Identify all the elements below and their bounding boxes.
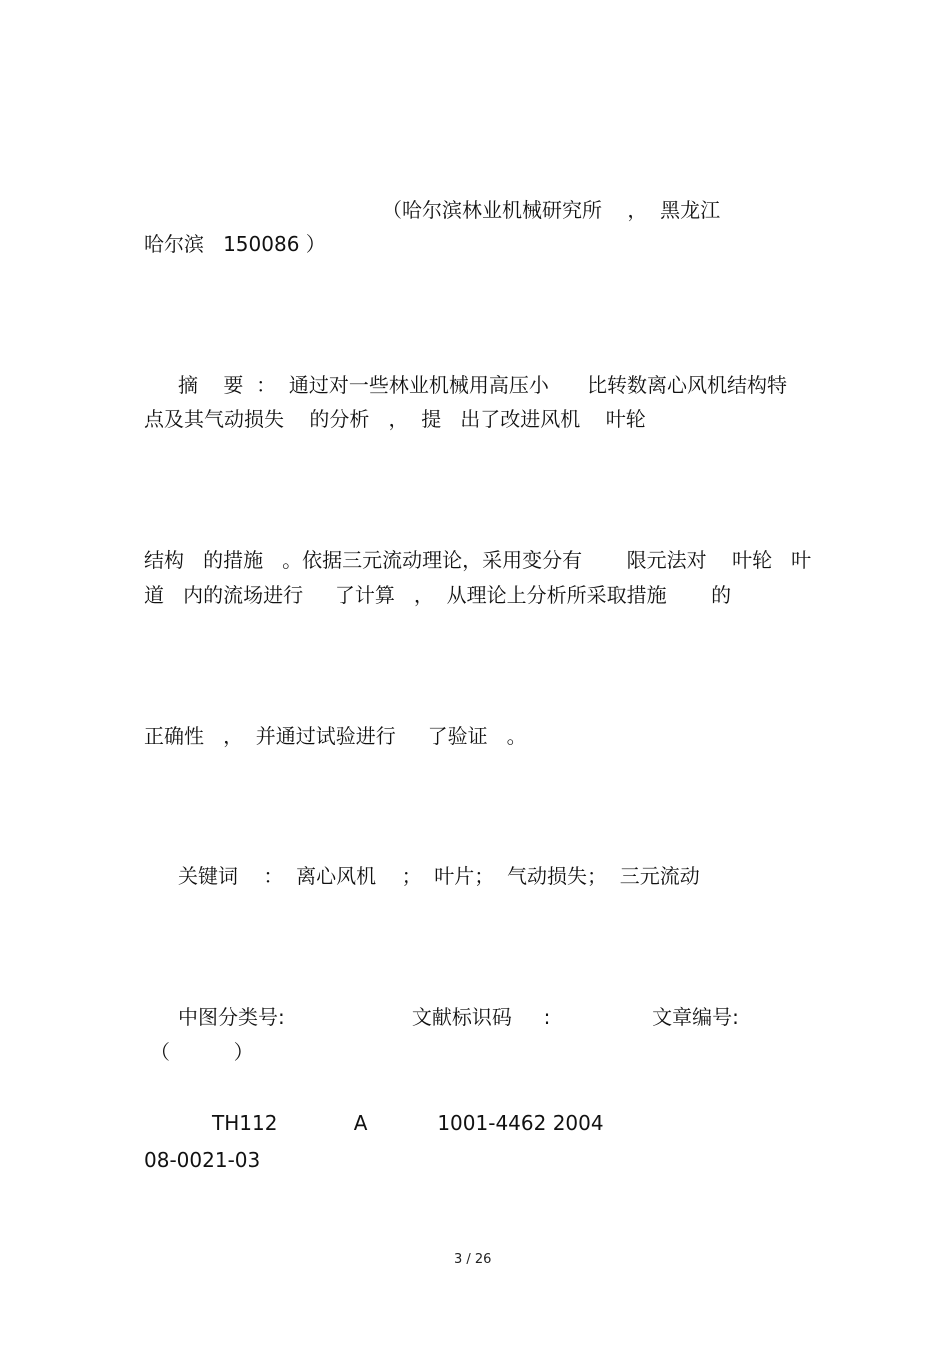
abstract-line-4: 道 内的流场进行 了计算 ， 从理论上分析所采取措施 的 <box>144 583 732 607</box>
classification-labels: 中图分类号: 文献标识码 : 文章编号: <box>178 1005 739 1029</box>
article-code: 08-0021-03 <box>144 1148 261 1172</box>
classification-values: TH112 A 1001-4462 2004 <box>212 1111 604 1135</box>
affiliation-line-1: （哈尔滨林业机械研究所 ， 黑龙江 <box>382 198 721 222</box>
abstract-line-5: 正确性 ， 并通过试验进行 了验证 。 <box>144 724 527 748</box>
page-number: 3 / 26 <box>454 1252 492 1267</box>
abstract-line-1: 摘 要 ： 通过对一些林业机械用高压小 比转数离心风机结构特 <box>178 373 788 397</box>
abstract-line-2: 点及其气动损失 的分析 ， 提 出了改进风机 叶轮 <box>144 407 646 431</box>
affiliation-line-2: 哈尔滨 150086 ） <box>144 232 326 256</box>
abstract-line-3: 结构 的措施 。依据三元流动理论，采用变分有 限元法对 叶轮 叶 <box>144 548 812 572</box>
keywords-line: 关键词 ： 离心风机 ； 叶片； 气动损失； 三元流动 <box>178 864 700 888</box>
classification-parens: （ ） <box>150 1040 254 1064</box>
